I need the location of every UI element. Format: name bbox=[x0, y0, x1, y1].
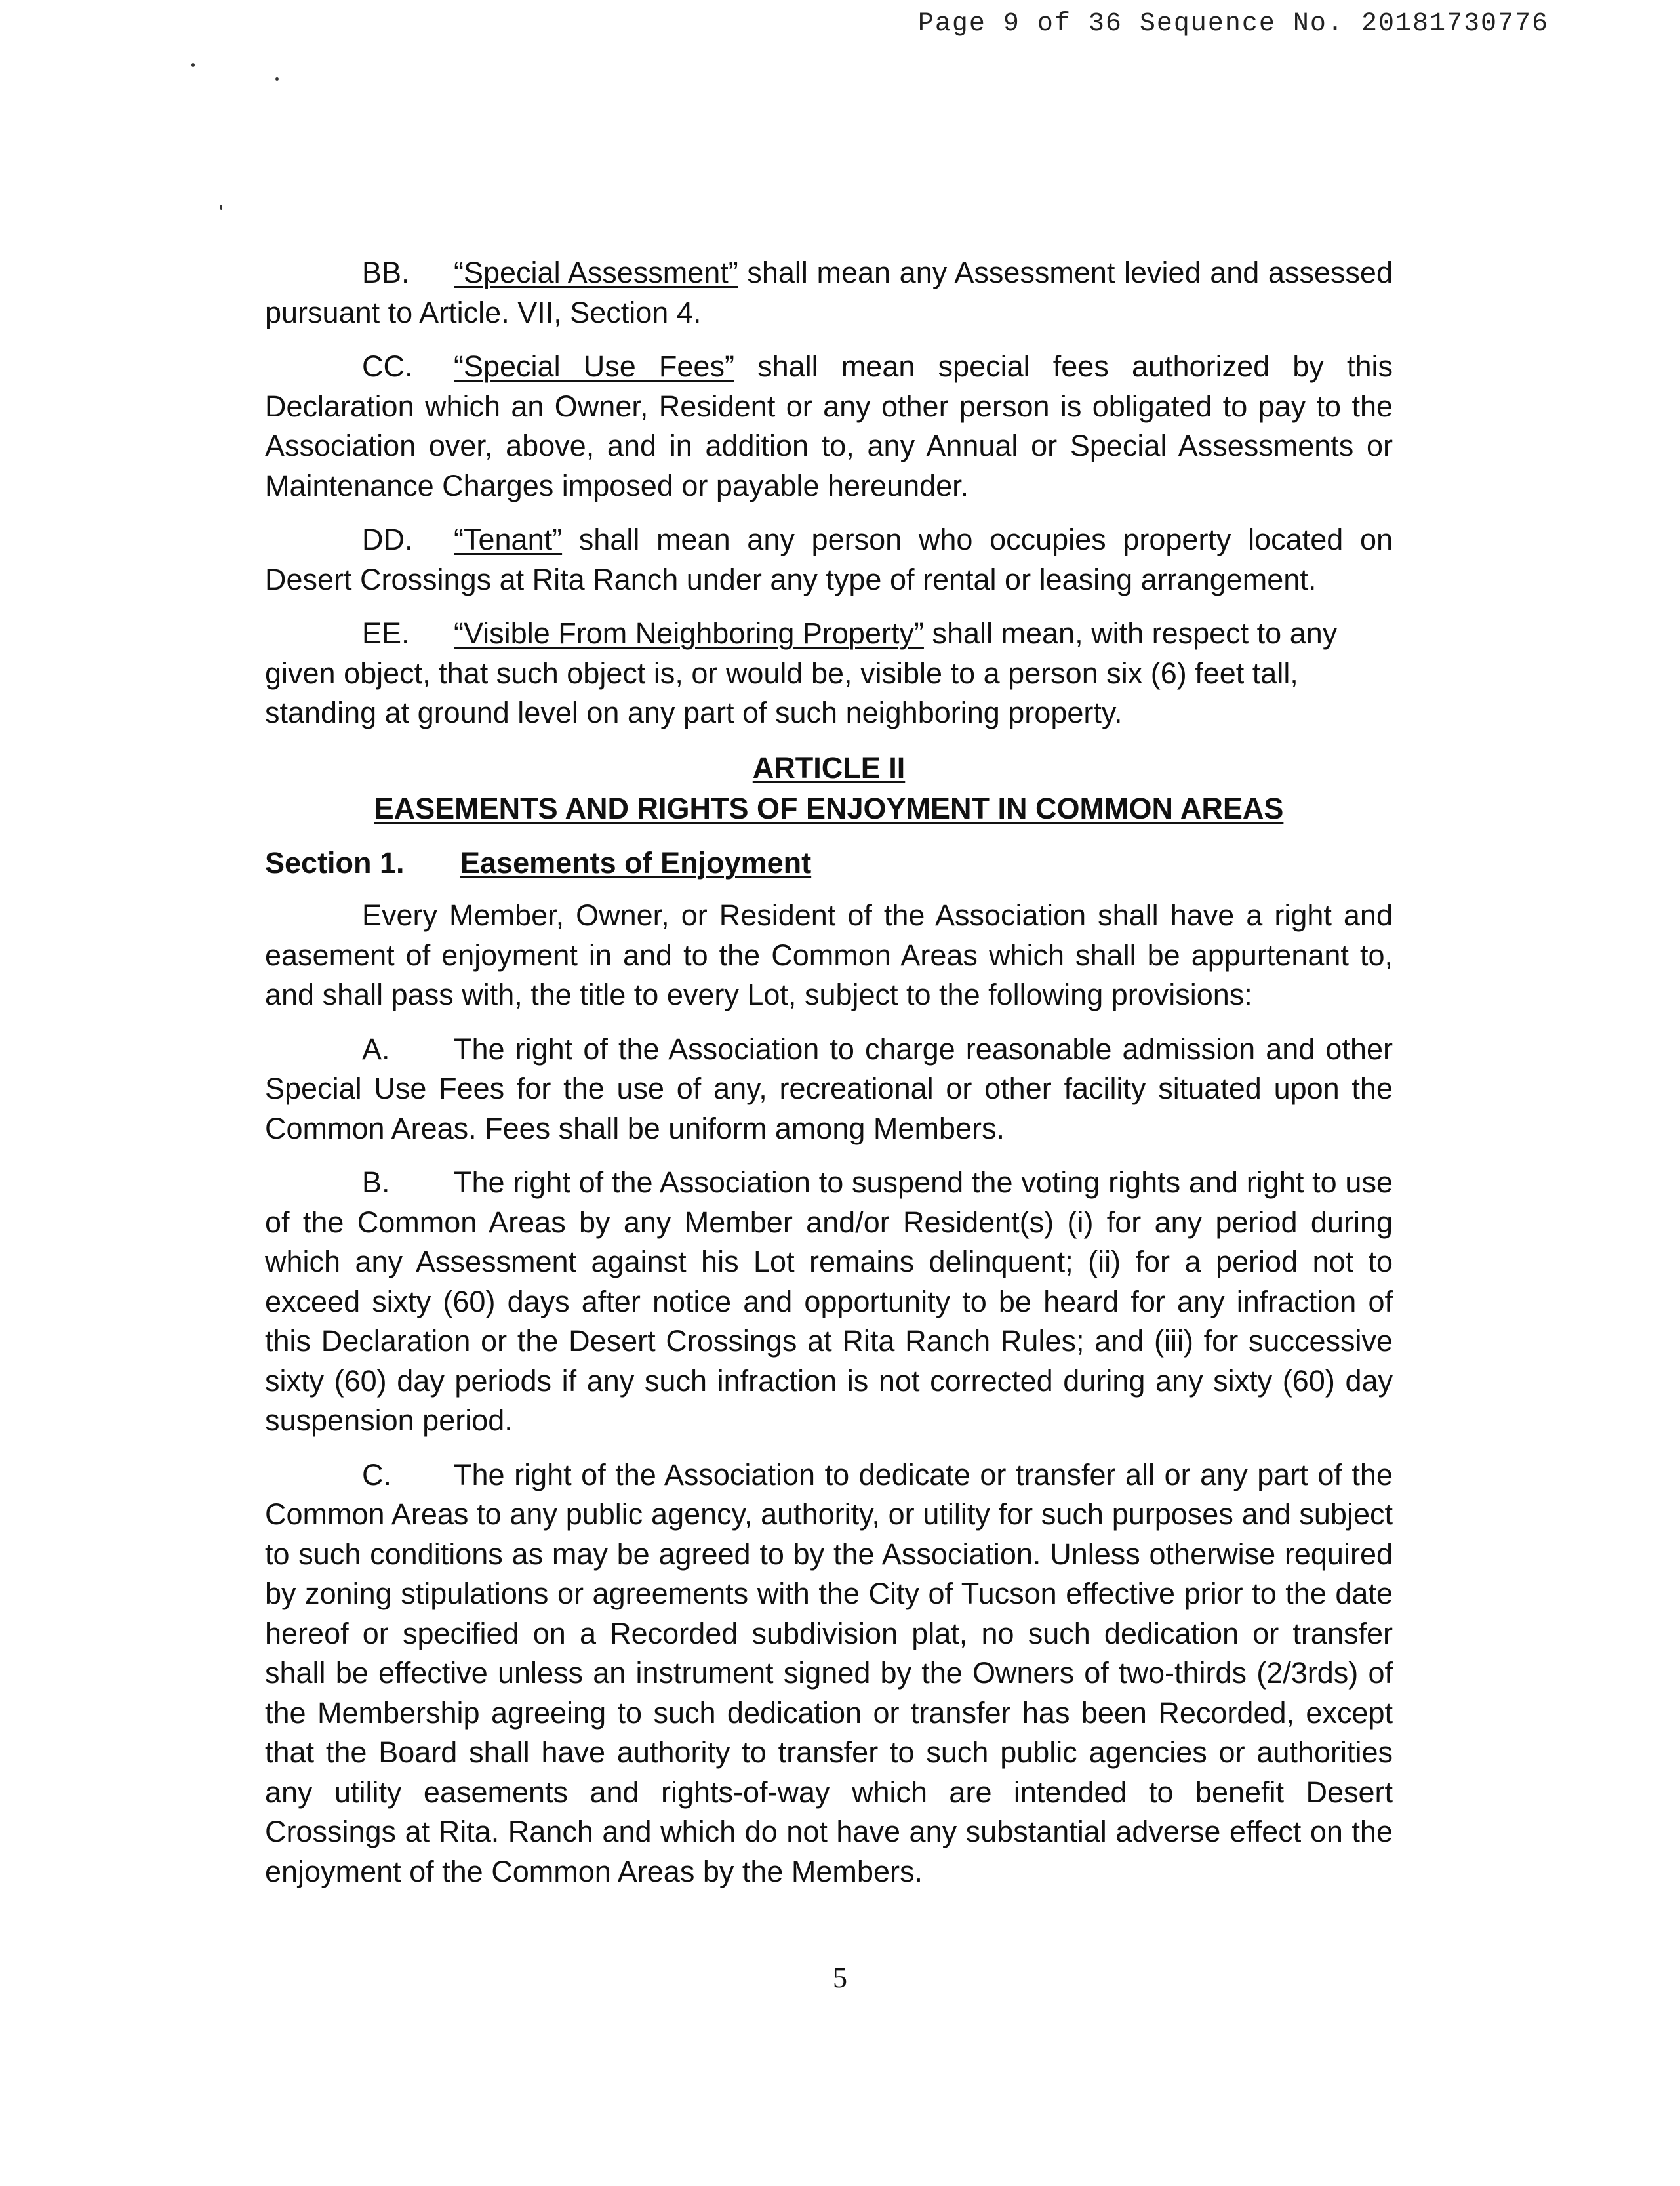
definition-text: shall mean any Assessment levied and assessed pursuant to Article. VII, Section 4. bbox=[265, 256, 1393, 329]
page-sequence-stamp: Page 9 of 36 Sequence No. 20181730776 bbox=[917, 9, 1549, 39]
document-body bbox=[265, 253, 1393, 1906]
definition-cc bbox=[265, 347, 1393, 506]
article-heading bbox=[265, 748, 1393, 829]
definition-text: shall mean, with respect to any given object, that such object is, or would be, visible to a person six (6) feet tall, standing at ground level on any part of such neighboring property. bbox=[265, 617, 1338, 729]
definition-ee bbox=[265, 614, 1393, 733]
provision-a bbox=[265, 1030, 1393, 1149]
provision-c bbox=[265, 1455, 1393, 1892]
provision-b bbox=[265, 1163, 1393, 1441]
page-number: 5 bbox=[833, 1962, 847, 1994]
definition-label: BB. bbox=[362, 256, 410, 289]
provision-label: C. bbox=[362, 1457, 391, 1491]
definition-text: shall mean any person who occupies property located on Desert Crossings at Rita Ranch under any type of rental or leasing arrangement. bbox=[265, 523, 1393, 596]
article-number: ARTICLE II bbox=[752, 750, 906, 784]
scan-speck bbox=[220, 205, 222, 210]
section-title: Easements of Enjoyment bbox=[460, 845, 812, 880]
definition-term: “Visible From Neighboring Property” bbox=[454, 617, 924, 650]
definition-label: EE. bbox=[362, 617, 410, 650]
definition-term: “Tenant” bbox=[454, 523, 563, 556]
definition-label: CC. bbox=[362, 350, 413, 383]
provision-text: The right of the Association to dedicate or transfer all or any part of the Common Areas to any public agency, authority, or utility for such purposes and subject to such conditions as may be agreed to by the Association. Unless otherwise required by zoning stipulations or agreements with the City of Tucson effective prior to the date hereof or specified on a Recorded subdivision plat, no such dedication or transfer shall be effective unless an instrument signed by the Owners of two-thirds (2/3rds) of the Membership agreeing to such dedication or transfer has been Recorded, except that the Board shall have authority to transfer to such public agencies or authorities any utility easements and rights-of-way which are intended to benefit Desert Crossings at Rita. Ranch and which do not have any substantial adverse effect on the enjoyment of the Common Areas by the Members. bbox=[265, 1457, 1393, 1888]
definition-bb bbox=[265, 253, 1393, 333]
scan-speck bbox=[275, 77, 279, 81]
section-number: Section 1. bbox=[265, 845, 405, 880]
section-heading bbox=[265, 843, 1393, 883]
definition-term: “Special Use Fees” bbox=[454, 350, 734, 383]
provision-text: The right of the Association to charge reasonable admission and other Special Use Fees for the use of any, recreational or other facility situated upon the Common Areas. Fees shall be uniform among Members. bbox=[265, 1032, 1393, 1145]
provision-label: A. bbox=[362, 1032, 390, 1066]
provision-label: B. bbox=[362, 1165, 390, 1199]
section-intro: Every Member, Owner, or Resident of the Association shall have a right and easement of enjoyment in and to the Common Areas which shall be appurtenant to, and shall pass with, the title to every Lot, subject to the following provisions: bbox=[265, 899, 1393, 1011]
provision-text: The right of the Association to suspend the voting rights and right to use of the Common Areas by any Member and/or Resident(s) (i) for any period during which any Assessment against his Lot remains delinquent; (ii) for a period not to exceed sixty (60) days after notice and opportunity to be heard for any infraction of this Declaration or the Desert Crossings at Rita Ranch Rules; and (iii) for successive sixty (60) day periods if any such infraction is not corrected during any sixty (60) day suspension period. bbox=[265, 1165, 1393, 1437]
definition-label: DD. bbox=[362, 523, 413, 556]
article-title: EASEMENTS AND RIGHTS OF ENJOYMENT IN COMMON AREAS bbox=[374, 791, 1284, 825]
definition-text: shall mean special fees authorized by this Declaration which an Owner, Resident or any other person is obligated to pay to the Association over, above, and in addition to, any Annual or Special Assessments or Maintenance Charges imposed or payable hereunder. bbox=[265, 350, 1393, 502]
definition-term: “Special Assessment” bbox=[454, 256, 738, 289]
scan-speck bbox=[191, 63, 195, 67]
definition-dd bbox=[265, 520, 1393, 599]
